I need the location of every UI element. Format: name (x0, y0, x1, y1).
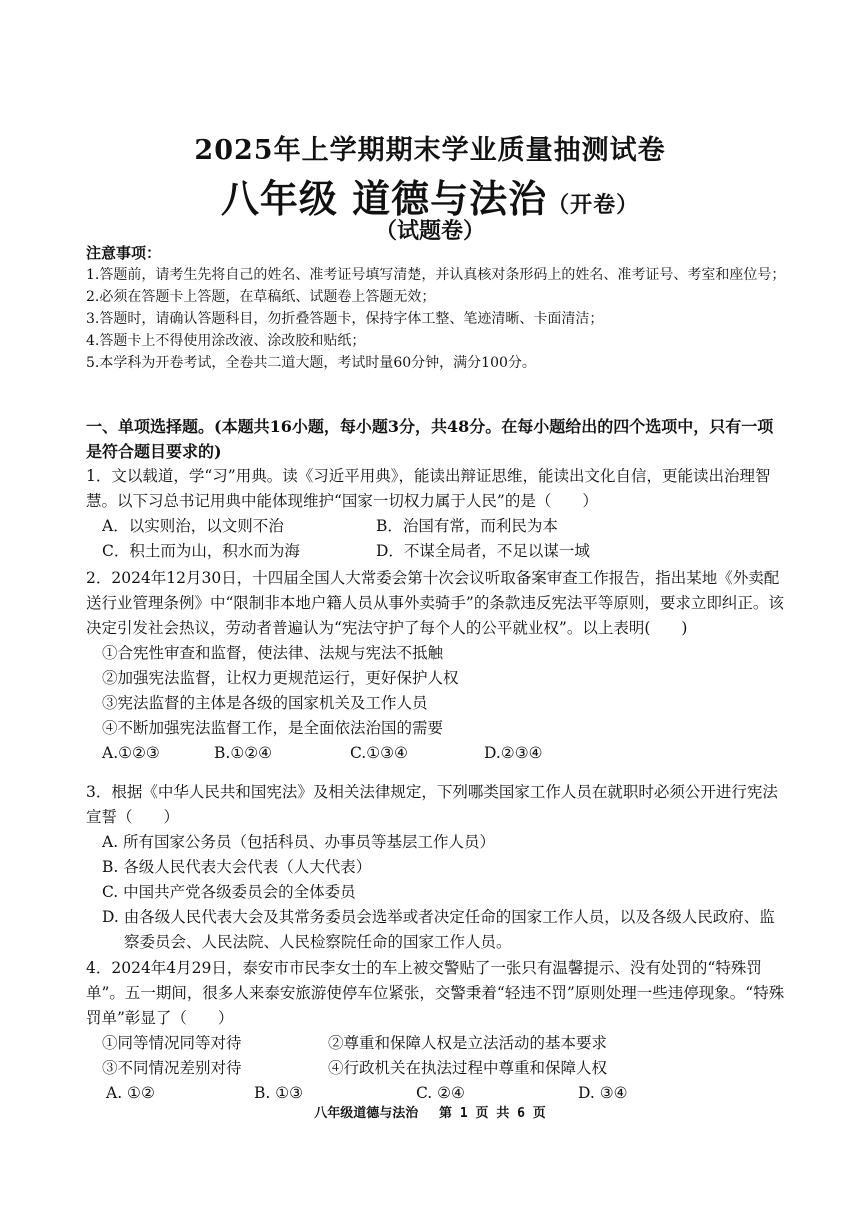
question-stem: 2．2024年12月30日，十四届全国人大常委会第十次会议听取备案审查工作报告，指出某地《外卖配送行业管理条例》中“限制非本地户籍人员从事外卖骑手”的条款违反宪法平等原则，要求立即纠正。该决定引发社会热议，劳动者普遍认为“宪法守护了每个人的公平就业权”。以上表明( ) (86, 569, 784, 637)
question-1 (86, 464, 786, 564)
question-stem: 4．2024年4月29日，泰安市市民李女士的车上被交警贴了一张只有温馨提示、没有处罚的“特殊罚单”。五一期间，很多人来泰安旅游使停车位紧张，交警秉着“轻违不罚”原则处理一些违停现象。“特殊罚单”彰显了（ ） (86, 959, 785, 1027)
options-row (86, 514, 786, 539)
options-row (86, 741, 786, 766)
subject-name: 八年级 道德与法治 (220, 176, 548, 221)
question-stem: 1．文以载道，学“习”用典。读《习近平用典》，能读出辩证思维，能读出文化自信，更能读出治理智慧。以下习总书记用典中能体现维护“国家一切权力属于人民”的是（ ） (86, 467, 771, 510)
statements-row (86, 1056, 786, 1081)
option-a: A. 所有国家公务员（包括科员、办事员等基层工作人员） (102, 833, 496, 851)
option-b: B. ①③ (254, 1084, 304, 1102)
notice-heading: 注意事项： (86, 244, 162, 262)
statement-4: ④行政机关在执法过程中尊重和保障人权 (328, 1059, 608, 1077)
statements-row (86, 1031, 786, 1056)
notice-item-5: 5.本学科为开卷考试，全卷共二道大题，考试时量60分钟，满分100分。 (86, 355, 536, 371)
option-b: B.①②④ (214, 744, 273, 762)
option-d: D．不谋全局者，不足以谋一域 (376, 542, 590, 560)
question-4 (86, 956, 786, 1106)
statement-4: ④不断加强宪法监督工作，是全面依法治国的需要 (102, 719, 444, 737)
option-b: B. 各级人民代表大会代表（人大代表） (102, 858, 372, 876)
paper-type-label: （试题卷） (374, 218, 485, 244)
statement-2: ②加强宪法监督，让权力更规范运行，更好保护人权 (102, 669, 459, 687)
option-c: C．积土而为山，积水而为海 (102, 542, 300, 560)
option-a: A. ①② (106, 1084, 155, 1102)
option-d: D. 由各级人民代表大会及其常务委员会选举或者决定任命的国家工作人员，以及各级人民政府、监察委员会、人民法院、人民检察院任命的国家工作人员。 (102, 908, 775, 951)
statement-3: ③宪法监督的主体是各级的国家机关及工作人员 (102, 694, 428, 712)
option-a: A．以实则治，以文则不治 (102, 517, 284, 535)
question-stem: 3．根据《中华人民共和国宪法》及相关法律规定，下列哪类国家工作人员在就职时必须公开进行宪法宣誓（ ） (86, 783, 778, 826)
option-c: C. 中国共产党各级委员会的全体委员 (102, 883, 356, 901)
option-d: D.②③④ (484, 744, 543, 762)
statement-2: ②尊重和保障人权是立法活动的基本要求 (328, 1034, 608, 1052)
option-c: C.①③④ (350, 744, 408, 762)
statement-1: ①合宪性审查和监督，使法律、法规与宪法不抵触 (102, 644, 444, 662)
notice-item-2: 2.必须在答题卡上答题，在草稿纸、试题卷上答题无效； (86, 289, 436, 305)
option-c: C. ②④ (416, 1084, 465, 1102)
option-a: A.①②③ (102, 744, 160, 762)
section-heading: 一、单项选择题。(本题共16小题，每小题3分，共48分。在每小题给出的四个选项中，只有一项是符合题目要求的) (86, 417, 774, 461)
option-b: B．治国有常，而利民为本 (376, 517, 558, 535)
page-footer: 八年级道德与法治 第 1 页 共 6 页 (314, 1106, 546, 1121)
open-book-note: （开卷） (547, 192, 640, 218)
notice-item-1: 1.答题前，请考生先将自己的姓名、准考证号填写清楚，并认真核对条形码上的姓名、准考证号、考室和座位号； (86, 267, 786, 283)
option-d: D. ③④ (578, 1084, 628, 1102)
statement-3: ③不同情况差别对待 (102, 1059, 242, 1077)
notice-block (86, 242, 786, 374)
statement-1: ①同等情况同等对待 (102, 1034, 242, 1052)
notice-item-4: 4.答题卡上不得使用涂改液、涂改胶和贴纸； (86, 333, 366, 349)
question-3 (86, 780, 786, 955)
question-2 (86, 566, 786, 766)
exam-title: 2025年上学期期末学业质量抽测试卷 (194, 135, 666, 166)
notice-item-3: 3.答题时，请确认答题科目，勿折叠答题卡，保持字体工整、笔迹清晰、卡面清洁； (86, 311, 604, 327)
options-row (86, 539, 786, 564)
